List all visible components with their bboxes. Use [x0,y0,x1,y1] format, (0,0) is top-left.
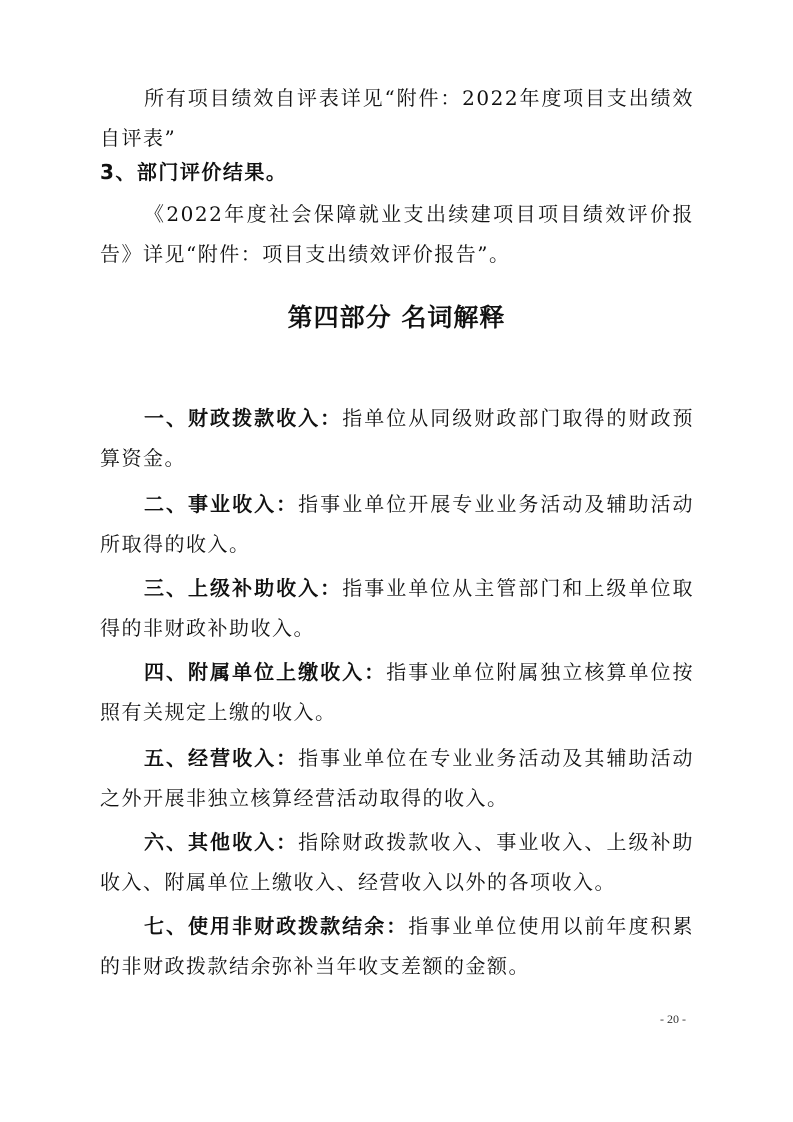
term-paragraph-3 [100,568,694,648]
term-definition: 指事业单位开展专业业务活动及辅助活动所取得的收入。 [100,492,695,556]
term-label: 五、经营收入： [144,746,299,770]
term-paragraph-2 [100,484,694,564]
term-paragraph-4 [100,652,694,732]
term-definition: 指除财政拨款收入、事业收入、上级补助收入、附属单位上缴收入、经营收入以外的各项收入。 [100,830,695,894]
term-definition: 指事业单位在专业业务活动及其辅助活动之外开展非独立核算经营活动取得的收入。 [100,746,695,810]
term-paragraph-5 [100,738,694,818]
section-title: 第四部分 名词解释 [287,303,506,332]
self-evaluation-paragraph [100,78,694,158]
evaluation-report-paragraph [100,194,694,274]
self-evaluation-text: 所有项目绩效自评表详见“附件：2022年度项目支出绩效自评表” [100,86,694,150]
term-paragraph-6 [100,822,694,902]
term-label: 六、其他收入： [144,830,299,854]
department-evaluation-heading: 3、部门评价结果。 [100,160,288,184]
term-label: 一、财政拨款收入： [144,406,343,430]
term-definition: 指事业单位从主管部门和上级单位取得的非财政补助收入。 [100,576,694,640]
term-label: 四、附属单位上缴收入： [144,660,387,684]
term-paragraph-7 [100,906,694,986]
term-definition: 指单位从同级财政部门取得的财政预算资金。 [100,406,694,470]
term-label: 二、事业收入： [144,492,299,516]
page-number: - 20 - [660,1012,686,1026]
evaluation-report-text: 《2022年度社会保障就业支出续建项目项目绩效评价报告》详见“附件：项目支出绩效评价报告”。 [100,202,694,266]
term-paragraph-1 [100,398,694,478]
term-definition: 指事业单位使用以前年度积累的非财政拨款结余弥补当年收支差额的金额。 [100,914,694,978]
term-label: 三、上级补助收入： [144,576,343,600]
term-label: 七、使用非财政拨款结余： [144,914,409,938]
term-definition: 指事业单位附属独立核算单位按照有关规定上缴的收入。 [100,660,695,724]
